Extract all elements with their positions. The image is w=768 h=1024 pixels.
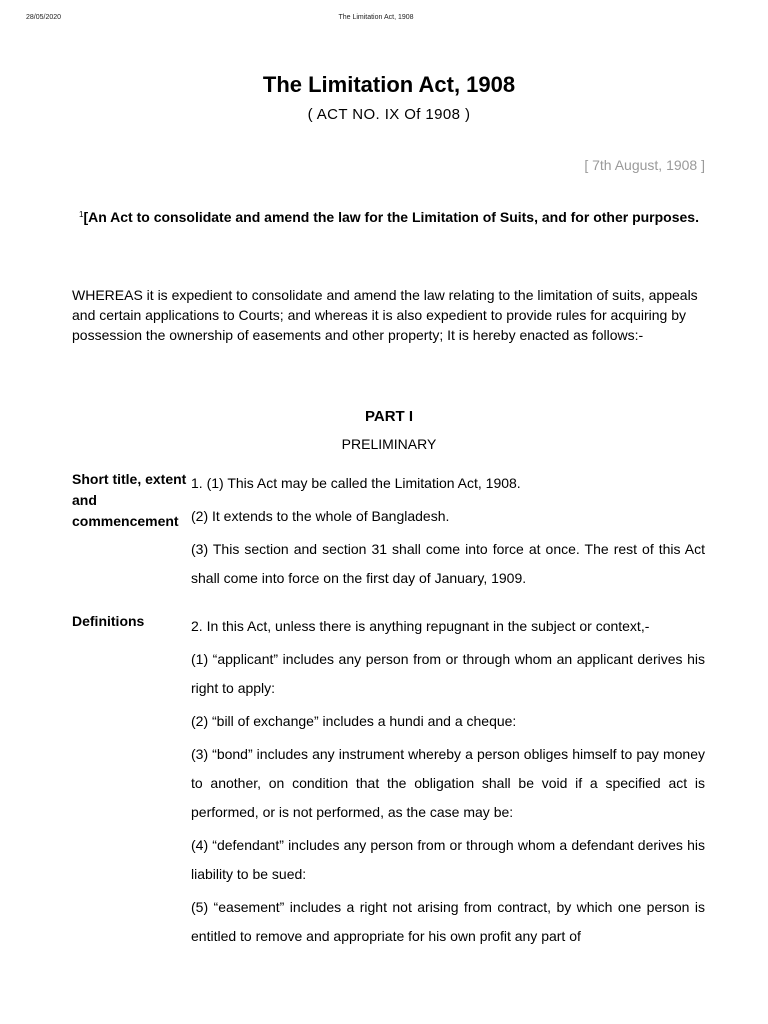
section-2-intro: 2. In this Act, unless there is anything repugnant in the subject or context,- (191, 618, 650, 634)
footnote-marker[interactable]: 1 (79, 210, 84, 219)
long-title (72, 204, 706, 228)
section-1-marginal-note: Short title, extent and commencement (72, 471, 187, 529)
definition-applicant: (1) “applicant” includes any person from or through whom an applicant derives his right to apply: (191, 651, 705, 696)
document-title: The Limitation Act, 1908 (262, 72, 516, 97)
part-heading: PART I (364, 408, 414, 425)
definition-defendant: (4) “defendant” includes any person from or through whom a defendant derives his liability to be sued: (191, 837, 705, 882)
long-title-text: [An Act to consolidate and amend the law for the Limitation of Suits, and for other purposes. (83, 209, 699, 225)
section-2-marginal-note: Definitions (72, 613, 145, 629)
print-header (0, 14, 768, 26)
print-date: 28/05/2020 (26, 14, 62, 21)
definition-easement: (5) “easement” includes a right not arising from contract, by which one person is entitled to remove and appropriate for his own profit any part of (191, 899, 705, 944)
section-1-clause-1: 1. (1) This Act may be called the Limitation Act, 1908. (191, 475, 521, 491)
print-header-title: The Limitation Act, 1908 (338, 14, 414, 21)
section-1-clause-2: (2) It extends to the whole of Bangladesh. (191, 508, 450, 524)
preamble: WHEREAS it is expedient to consolidate and amend the law relating to the limitation of suits, appeals and certain applications to Courts; and whereas it is also expedient to provide rules for acquiring by possession the ownership of easements and other property; It is hereby enacted as follows:- (72, 287, 698, 343)
section-1-clause-3: (3) This section and section 31 shall come into force at once. The rest of this Act shall come into force on the first day of January, 1909. (191, 541, 705, 586)
definition-bond: (3) “bond” includes any instrument whereby a person obliges himself to pay money to another, on condition that the obligation shall be void if a specified act is performed, or is not performed, as the case may be: (191, 746, 705, 820)
enactment-date: [ 7th August, 1908 ] (584, 157, 705, 173)
act-number: ( ACT NO. IX Of 1908 ) (307, 106, 471, 123)
part-subheading: PRELIMINARY (341, 436, 437, 452)
definition-bill-of-exchange: (2) “bill of exchange” includes a hundi and a cheque: (191, 713, 517, 729)
